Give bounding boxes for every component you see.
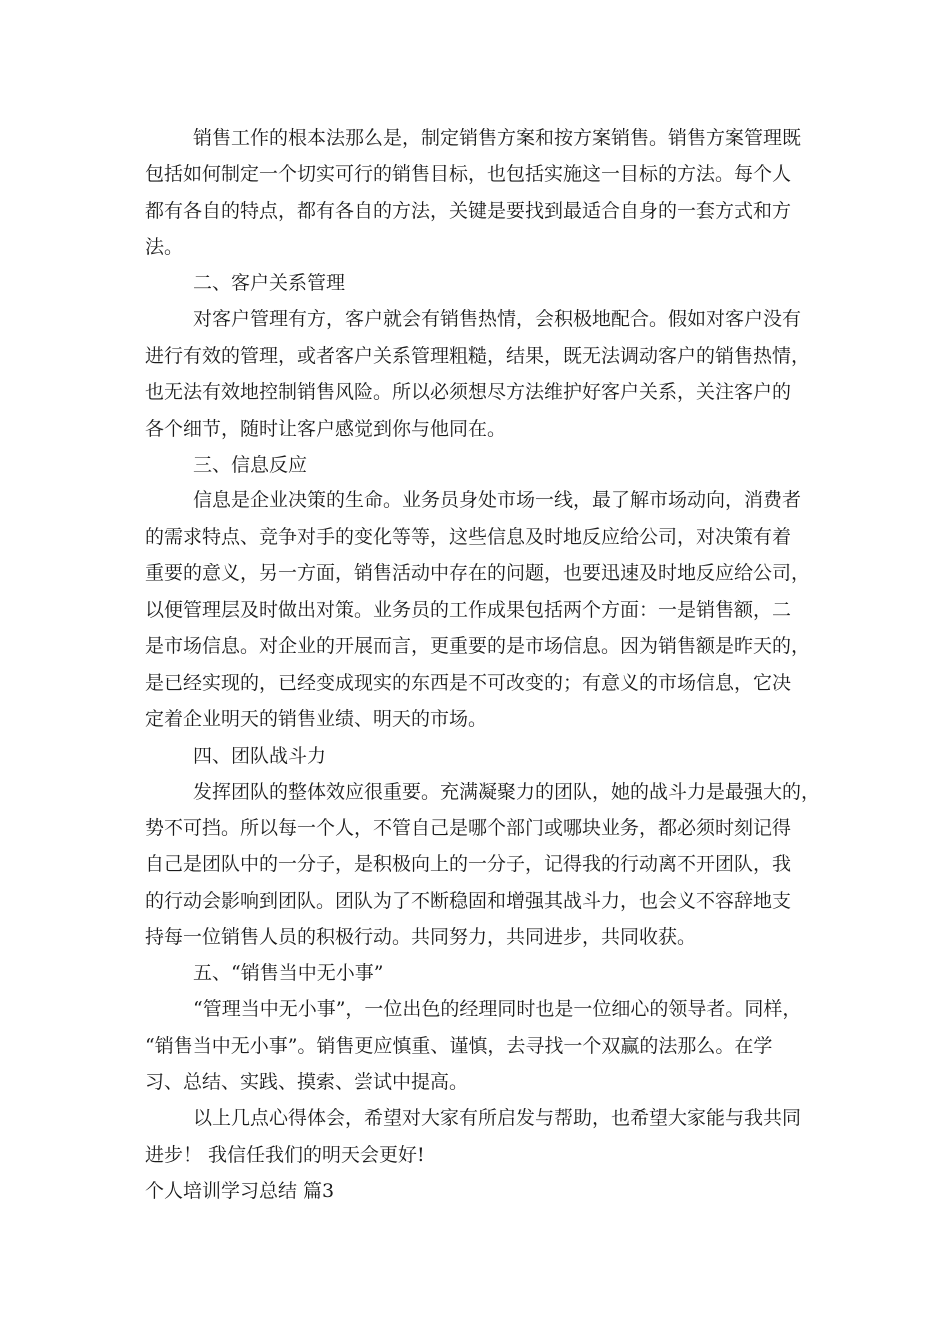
section-heading: 四、团队战斗力 (193, 745, 327, 767)
paragraph-line: 法。 (145, 236, 184, 258)
paragraph-line: 销售工作的根本法那么是，制定销售方案和按方案销售。销售方案管理既 (193, 127, 802, 149)
section-heading: 五、“销售当中无小事” (193, 962, 384, 984)
section-heading: 二、客户关系管理 (193, 272, 346, 294)
paragraph-line: 对客户管理有方，客户就会有销售热情，会积极地配合。假如对客户没有 (193, 308, 802, 330)
document-subtitle: 个人培训学习总结 篇3 (145, 1180, 335, 1202)
paragraph-line: 的行动会影响到团队。团队为了不断稳固和增强其战斗力，也会义不容辞地支 (145, 890, 792, 912)
paragraph-line: 是已经实现的，已经变成现实的东西是不可改变的；有意义的市场信息，它决 (145, 672, 792, 694)
paragraph-line: 持每一位销售人员的积极行动。共同努力，共同进步，共同收获。 (145, 926, 697, 948)
section-heading: 三、信息反应 (193, 454, 308, 476)
paragraph-line: 发挥团队的整体效应很重要。充满凝聚力的团队，她的战斗力是最强大的， (193, 781, 821, 803)
paragraph-line: 自己是团队中的一分子，是积极向上的一分子，记得我的行动离不开团队，我 (145, 853, 792, 875)
paragraph-line: 以便管理层及时做出对策。业务员的工作成果包括两个方面：一是销售额，二 (145, 599, 792, 621)
paragraph-line: 信息是企业决策的生命。业务员身处市场一线，最了解市场动向，消费者 (193, 489, 802, 511)
paragraph-line: 定着企业明天的销售业绩、明天的市场。 (145, 708, 488, 730)
paragraph-line: 势不可挡。所以每一个人，不管自己是哪个部门或哪块业务，都必须时刻记得 (145, 817, 792, 839)
paragraph-line: 包括如何制定一个切实可行的销售目标，也包括实施这一目标的方法。每个人 (145, 163, 792, 185)
paragraph-line: 习、总结、实践、摸索、尝试中提高。 (145, 1071, 469, 1093)
paragraph-line: 重要的意义，另一方面，销售活动中存在的问题，也要迅速及时地反应给公司， (145, 562, 811, 584)
paragraph-line: 都有各自的特点，都有各自的方法，关键是要找到最适合自身的一套方式和方 (145, 200, 792, 222)
paragraph-line: 以上几点心得体会，希望对大家有所启发与帮助，也希望大家能与我共同 (193, 1107, 802, 1129)
paragraph-line: 进行有效的管理，或者客户关系管理粗糙，结果，既无法调动客户的销售热情， (145, 345, 811, 367)
paragraph-line: 也无法有效地控制销售风险。所以必须想尽方法维护好客户关系，关注客户的 (145, 381, 792, 403)
paragraph-line: “管理当中无小事”，一位出色的经理同时也是一位细心的领导者。同样， (193, 998, 802, 1020)
paragraph-line: 是市场信息。对企业的开展而言，更重要的是市场信息。因为销售额是昨天的， (145, 635, 811, 657)
paragraph-line: 的需求特点、竞争对手的变化等等，这些信息及时地反应给公司，对决策有着 (145, 526, 792, 548)
paragraph-line: 进步！ 我信任我们的明天会更好! (145, 1144, 425, 1166)
paragraph-line: 各个细节，随时让客户感觉到你与他同在。 (145, 418, 507, 440)
paragraph-line: “销售当中无小事”。销售更应慎重、谨慎，去寻找一个双赢的法那么。在学 (145, 1035, 773, 1057)
